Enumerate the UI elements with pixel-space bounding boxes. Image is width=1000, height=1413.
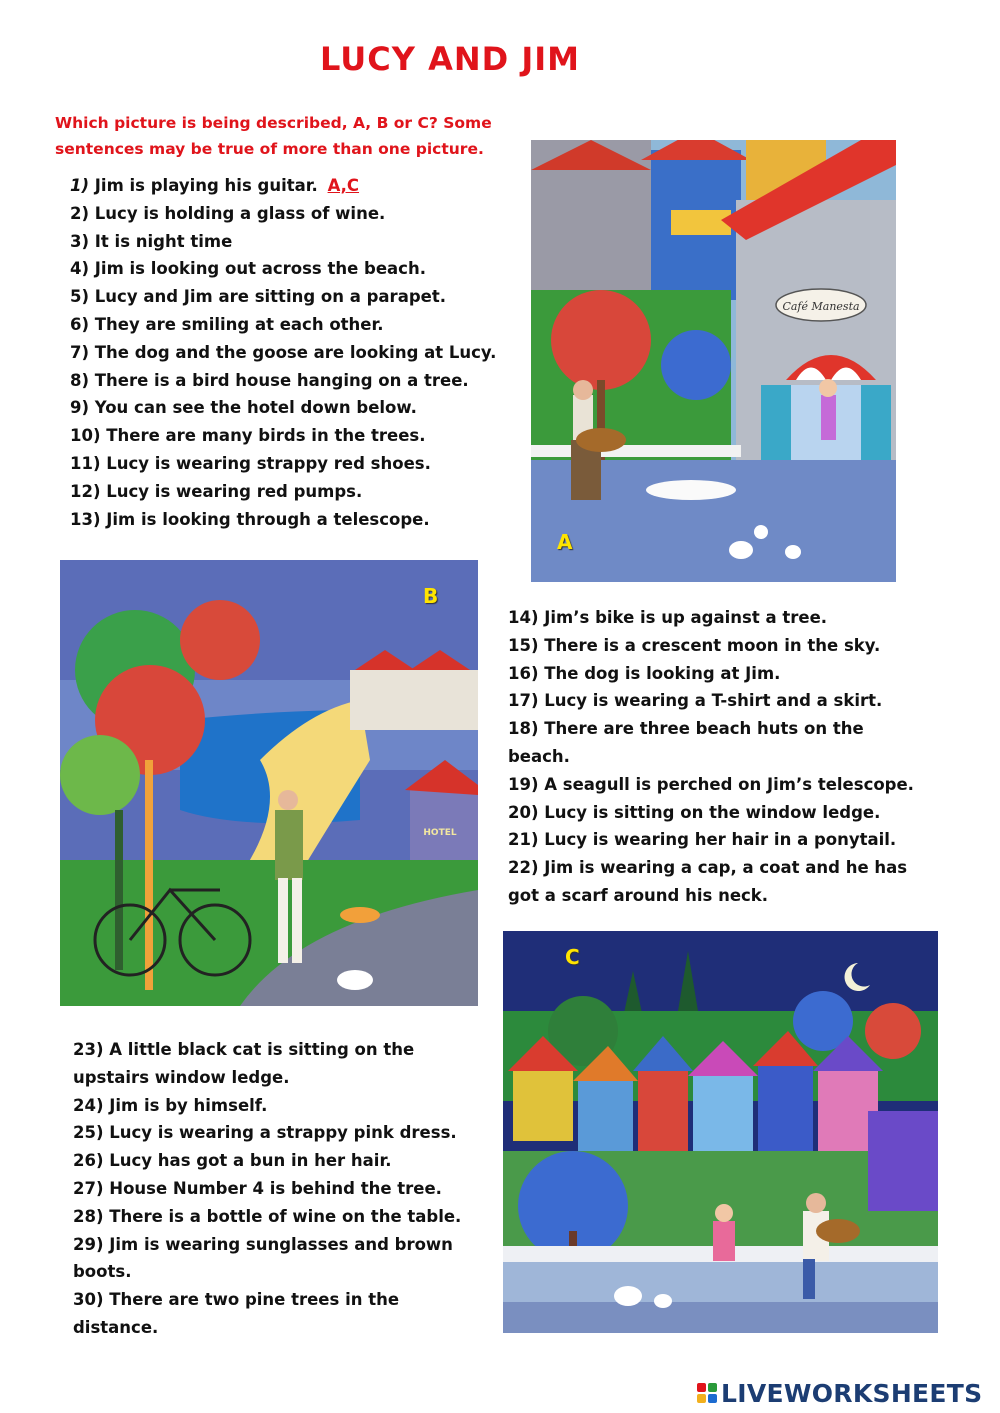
question-text: Lucy is wearing strappy red shoes. bbox=[106, 453, 431, 473]
question-text: Lucy is sitting on the window ledge. bbox=[544, 802, 881, 822]
question-number: 29) bbox=[73, 1234, 104, 1254]
question-text: You can see the hotel down below. bbox=[94, 398, 417, 418]
hotel-sign-text: HOTEL bbox=[423, 828, 457, 838]
question-text: The dog and the goose are looking at Lucy. bbox=[94, 342, 497, 362]
question-number: 15) bbox=[508, 635, 539, 655]
question-item bbox=[70, 450, 510, 478]
page-title: LUCY AND JIM bbox=[320, 40, 580, 78]
question-number: 22) bbox=[508, 858, 539, 878]
question-number: 28) bbox=[73, 1206, 104, 1226]
question-text: There is a bird house hanging on a tree. bbox=[94, 370, 469, 390]
question-item bbox=[73, 1175, 493, 1203]
picture-a bbox=[531, 140, 896, 582]
question-text: Lucy is wearing her hair in a ponytail. bbox=[544, 830, 897, 850]
question-number: 6) bbox=[70, 314, 90, 334]
question-item bbox=[70, 478, 510, 506]
question-item bbox=[70, 311, 510, 339]
question-number: 3) bbox=[70, 231, 90, 251]
question-text: There is a bottle of wine on the table. bbox=[109, 1206, 462, 1226]
question-text: Jim is by himself. bbox=[109, 1095, 268, 1115]
picture-b-label: B bbox=[423, 584, 439, 608]
question-text: There is a crescent moon in the sky. bbox=[544, 635, 881, 655]
question-number: 18) bbox=[508, 719, 539, 739]
picture-a-label: A bbox=[557, 530, 573, 554]
question-text: Lucy is wearing red pumps. bbox=[106, 481, 363, 501]
question-text: Jim is playing his guitar. bbox=[94, 176, 318, 195]
question-item bbox=[70, 228, 510, 256]
question-number: 14) bbox=[508, 608, 539, 627]
question-list-1 bbox=[70, 172, 510, 533]
question-number: 4) bbox=[70, 259, 90, 279]
question-text: There are two pine trees in the distance. bbox=[73, 1290, 400, 1337]
picture-b bbox=[60, 560, 478, 1006]
picture-b-illustration bbox=[60, 560, 478, 1006]
question-number: 30) bbox=[73, 1290, 104, 1310]
question-item bbox=[70, 339, 510, 367]
question-item bbox=[508, 632, 928, 660]
question-item bbox=[70, 172, 510, 200]
question-text: Lucy is wearing a T-shirt and a skirt. bbox=[544, 691, 883, 711]
question-text: Jim is looking through a telescope. bbox=[106, 509, 430, 529]
question-item bbox=[73, 1231, 453, 1287]
question-number: 5) bbox=[70, 287, 90, 307]
question-item bbox=[508, 715, 878, 771]
question-number: 2) bbox=[70, 203, 90, 223]
logo-grid-icon bbox=[697, 1383, 717, 1403]
answer-input[interactable]: A,C bbox=[327, 176, 360, 195]
question-text: Jim’s bike is up against a tree. bbox=[544, 608, 828, 627]
question-item bbox=[73, 1119, 493, 1147]
question-text: There are three beach huts on the beach. bbox=[508, 719, 864, 766]
question-text: Lucy is holding a glass of wine. bbox=[94, 203, 386, 223]
question-list-2 bbox=[508, 604, 928, 910]
question-text: They are smiling at each other. bbox=[94, 314, 384, 334]
question-text: Jim is looking out across the beach. bbox=[94, 259, 426, 279]
question-text: Jim is wearing a cap, a coat and he has got a scarf around his neck. bbox=[508, 858, 908, 905]
question-number: 1) bbox=[70, 176, 90, 195]
question-number: 21) bbox=[508, 830, 539, 850]
instructions: Which picture is being described, A, B or C? Some sentences may be true of more than one picture. bbox=[55, 114, 492, 158]
liveworksheets-logo[interactable] bbox=[697, 1378, 982, 1408]
question-item bbox=[70, 394, 510, 422]
question-item bbox=[508, 687, 928, 715]
question-item bbox=[70, 255, 510, 283]
question-number: 23) bbox=[73, 1040, 104, 1059]
question-item bbox=[70, 283, 510, 311]
picture-c-label: C bbox=[565, 945, 580, 969]
brand-name: LIVEWORKSHEETS bbox=[721, 1378, 983, 1408]
question-text: Lucy is wearing a strappy pink dress. bbox=[109, 1123, 457, 1143]
picture-c bbox=[503, 931, 938, 1333]
question-number: 27) bbox=[73, 1178, 104, 1198]
question-number: 7) bbox=[70, 342, 90, 362]
question-text: There are many birds in the trees. bbox=[106, 426, 426, 446]
picture-a-illustration bbox=[531, 140, 896, 582]
question-item bbox=[73, 1286, 418, 1342]
question-text: Lucy has got a bun in her hair. bbox=[109, 1151, 392, 1171]
question-text: House Number 4 is behind the tree. bbox=[109, 1178, 442, 1198]
question-item bbox=[70, 200, 510, 228]
question-text: Jim is wearing sunglasses and brown boots. bbox=[73, 1234, 453, 1282]
question-item bbox=[73, 1092, 493, 1120]
question-number: 16) bbox=[508, 663, 539, 683]
question-number: 11) bbox=[70, 453, 101, 473]
question-item bbox=[70, 422, 510, 450]
question-item bbox=[508, 854, 918, 910]
question-list-3 bbox=[73, 1036, 493, 1342]
question-text: Lucy and Jim are sitting on a parapet. bbox=[94, 287, 446, 307]
question-number: 24) bbox=[73, 1095, 104, 1115]
question-item bbox=[70, 506, 510, 534]
question-item bbox=[73, 1036, 433, 1092]
question-text: The dog is looking at Jim. bbox=[544, 663, 781, 683]
question-number: 20) bbox=[508, 802, 539, 822]
question-item bbox=[508, 604, 928, 632]
question-item bbox=[70, 367, 510, 395]
picture-c-illustration bbox=[503, 931, 938, 1333]
question-item bbox=[508, 826, 928, 854]
question-item bbox=[73, 1147, 493, 1175]
question-item bbox=[508, 660, 928, 688]
question-number: 12) bbox=[70, 481, 101, 501]
question-number: 26) bbox=[73, 1151, 104, 1171]
question-number: 13) bbox=[70, 509, 101, 529]
question-item bbox=[73, 1203, 493, 1231]
question-number: 17) bbox=[508, 691, 539, 711]
question-item bbox=[508, 771, 928, 799]
question-number: 9) bbox=[70, 398, 90, 418]
cafe-sign-text: Café Manesta bbox=[782, 300, 860, 313]
question-item bbox=[508, 799, 928, 827]
question-number: 8) bbox=[70, 370, 90, 390]
question-number: 25) bbox=[73, 1123, 104, 1143]
question-text: A little black cat is sitting on the upstairs window ledge. bbox=[73, 1040, 415, 1087]
question-number: 10) bbox=[70, 426, 101, 446]
question-text: A seagull is perched on Jim’s telescope. bbox=[544, 774, 914, 794]
question-number: 19) bbox=[508, 774, 539, 794]
question-text: It is night time bbox=[94, 231, 233, 251]
